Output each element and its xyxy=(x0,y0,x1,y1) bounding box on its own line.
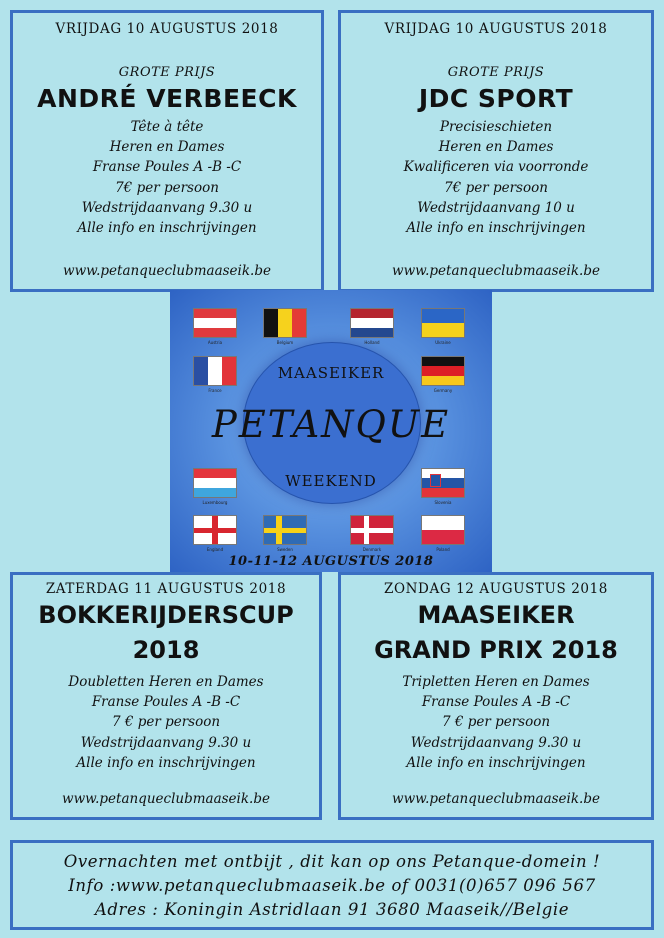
event-line: 7€ per persoon xyxy=(115,179,219,196)
flag-label: England xyxy=(206,547,224,552)
event-line: Franse Poules A -B -C xyxy=(421,694,571,711)
austria-flag-icon xyxy=(193,308,237,338)
event-line: Alle info en inschrijvingen xyxy=(406,754,586,771)
website-link[interactable]: www.petanqueclubmaaseik.be xyxy=(392,791,600,807)
event-line: 7 € per persoon xyxy=(441,714,551,731)
event-line: Wedstrijdaanvang 9.30 u xyxy=(410,734,582,751)
event-line: Heren en Dames xyxy=(438,139,554,156)
event-line: Wedstrijdaanvang 10 u xyxy=(417,199,575,216)
event-title-line-2: GRAND PRIX 2018 xyxy=(374,636,618,664)
netherlands-flag-icon xyxy=(350,308,394,338)
event-line: Doubletten Heren en Dames xyxy=(68,674,264,690)
flag-label: Holland xyxy=(364,340,380,345)
event-title: JDC SPORT xyxy=(418,84,574,113)
event-date: ZATERDAG 11 AUGUSTUS 2018 xyxy=(45,581,287,597)
website-link[interactable]: www.petanqueclubmaaseik.be xyxy=(62,791,270,807)
website-link[interactable]: www.petanqueclubmaaseik.be xyxy=(392,263,600,279)
event-date: VRIJDAG 10 AUGUSTUS 2018 xyxy=(384,21,608,37)
event-title-line-2: 2018 xyxy=(132,636,200,664)
event-line: Kwalificeren via voorronde xyxy=(403,159,589,176)
flag-label: Poland xyxy=(436,547,450,552)
event-card-jdc-sport xyxy=(338,10,654,292)
event-date: VRIJDAG 10 AUGUSTUS 2018 xyxy=(55,21,279,37)
poster-bottom-text: WEEKEND xyxy=(285,472,377,490)
event-date: ZONDAG 12 AUGUSTUS 2018 xyxy=(384,581,608,597)
event-title-line-1: BOKKERIJDERSCUP xyxy=(38,601,294,629)
event-line: Alle info en inschrijvingen xyxy=(406,220,586,237)
prize-label: GROTE PRIJS xyxy=(118,65,216,80)
event-card-andre-verbeeck xyxy=(10,10,324,292)
flag-label: Sweden xyxy=(277,547,293,552)
event-line: Franse Poules A -B -C xyxy=(92,159,242,176)
flag-label: France xyxy=(208,388,222,393)
event-line: Wedstrijdaanvang 9.30 u xyxy=(81,199,253,216)
petanque-weekend-poster xyxy=(170,290,492,572)
event-line: Precisieschieten xyxy=(439,119,553,135)
flag-label: Belgium xyxy=(276,340,294,345)
poster-main-text: PETANQUE xyxy=(211,403,451,446)
poster-top-text: MAASEIKER xyxy=(277,364,385,382)
event-line: Wedstrijdaanvang 9.30 u xyxy=(80,734,252,751)
belgium-flag-icon xyxy=(263,308,307,338)
event-line: 7€ per persoon xyxy=(444,179,548,196)
event-line: Alle info en inschrijvingen xyxy=(77,220,257,237)
sweden-flag-icon xyxy=(263,515,307,545)
footer-contact-line[interactable]: Info :www.petanqueclubmaaseik.be of 0031(0)657 096 567 xyxy=(68,876,596,895)
flag-label: Germany xyxy=(433,388,453,393)
flag-label: Slovenia xyxy=(434,500,452,505)
prize-label: GROTE PRIJS xyxy=(447,65,545,80)
france-flag-icon xyxy=(193,356,237,386)
event-line: 7 € per persoon xyxy=(111,714,221,731)
event-title-line-1: MAASEIKER xyxy=(417,601,575,629)
footer-info-box xyxy=(10,840,654,930)
flag-label: Denmark xyxy=(362,547,382,552)
ukraine-flag-icon xyxy=(421,308,465,338)
poster-dates: 10-11-12 AUGUSTUS 2018 xyxy=(228,554,434,569)
denmark-flag-icon xyxy=(350,515,394,545)
event-card-maaseiker-grand-prix xyxy=(338,572,654,820)
event-line: Tête à tête xyxy=(130,119,204,135)
event-card-bokkerijderscup xyxy=(10,572,322,820)
flag-label: Luxembourg xyxy=(202,500,228,505)
luxembourg-flag-icon xyxy=(193,468,237,498)
footer-address-line: Adres : Koningin Astridlaan 91 3680 Maaseik//Belgie xyxy=(94,900,570,919)
england-flag-icon xyxy=(193,515,237,545)
slovenia-flag-icon xyxy=(421,468,465,498)
poland-flag-icon xyxy=(421,515,465,545)
flag-label: Ukraine xyxy=(435,340,451,345)
germany-flag-icon xyxy=(421,356,465,386)
footer-lodging-line: Overnachten met ontbijt , dit kan op ons Petanque-domein ! xyxy=(63,852,601,871)
flag-label: Austria xyxy=(207,340,223,345)
event-line: Alle info en inschrijvingen xyxy=(76,754,256,771)
event-title: ANDRÉ VERBEECK xyxy=(37,84,297,113)
event-line: Franse Poules A -B -C xyxy=(91,694,241,711)
website-link[interactable]: www.petanqueclubmaaseik.be xyxy=(63,263,271,279)
event-line: Heren en Dames xyxy=(109,139,225,156)
event-line: Tripletten Heren en Dames xyxy=(402,674,590,690)
